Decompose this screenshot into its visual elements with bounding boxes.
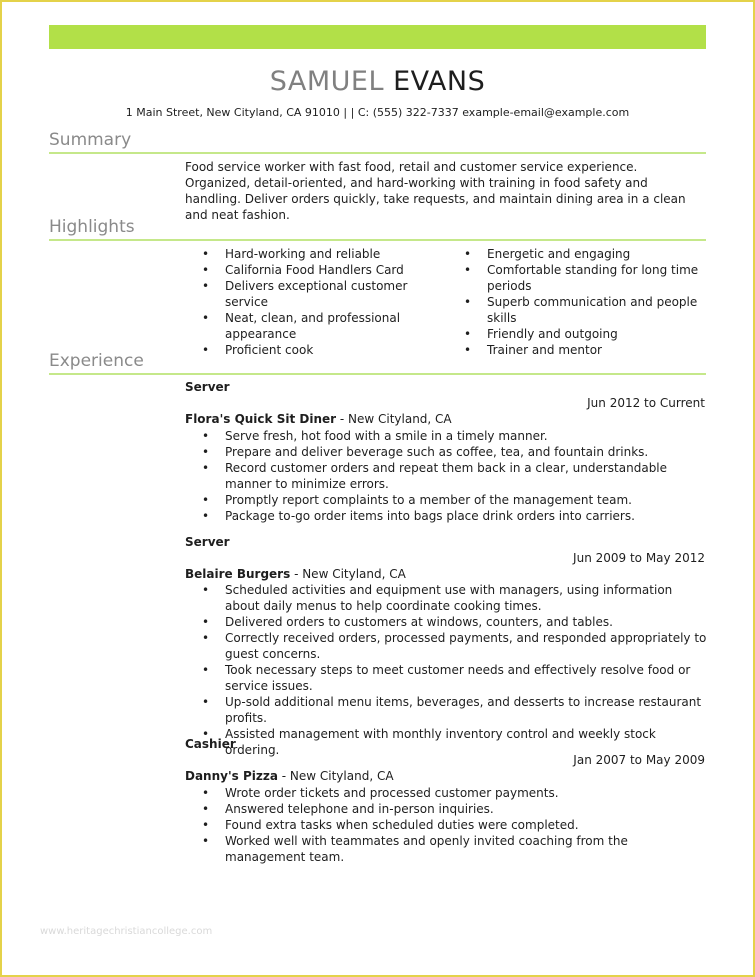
list-item <box>185 630 707 662</box>
job-dates: Jun 2012 to Current <box>587 396 705 410</box>
job-company-line <box>185 567 406 581</box>
job-bullets <box>185 428 707 524</box>
list-item <box>447 262 709 294</box>
list-item-text: Promptly report complaints to a member of the management team. <box>225 493 632 507</box>
bullet-icon: • <box>202 445 210 459</box>
list-item-text: Prepare and deliver beverage such as coffee, tea, and fountain drinks. <box>225 445 649 459</box>
bullet-icon: • <box>202 802 210 816</box>
resume-name <box>0 66 755 97</box>
summary-heading: Summary <box>49 130 132 150</box>
list-item-text: Worked well with teammates and openly invited coaching from the management team. <box>225 834 628 864</box>
job-title: Server <box>185 380 230 394</box>
list-item <box>447 294 709 326</box>
job-location: - New Cityland, CA <box>336 412 452 426</box>
job-dates: Jan 2007 to May 2009 <box>573 753 705 767</box>
list-item-text: Friendly and outgoing <box>487 327 618 341</box>
bullet-icon: • <box>202 311 210 325</box>
bullet-icon: • <box>464 295 472 309</box>
bullet-icon: • <box>202 263 210 277</box>
job-bullets <box>185 582 707 758</box>
bullet-icon: • <box>464 247 472 261</box>
bullet-icon: • <box>202 818 210 832</box>
job-title: Cashier <box>185 737 236 751</box>
list-item-text: Up-sold additional menu items, beverages, and desserts to increase restaurant profits. <box>225 695 702 725</box>
bullet-icon: • <box>202 727 210 741</box>
experience-heading: Experience <box>49 351 144 371</box>
bullet-icon: • <box>202 461 210 475</box>
bullet-icon: • <box>202 695 210 709</box>
list-item-text: Trainer and mentor <box>487 343 602 357</box>
list-item <box>447 342 709 358</box>
list-item-text: Wrote order tickets and processed customer payments. <box>225 786 559 800</box>
job-company: Danny's Pizza <box>185 769 278 783</box>
bullet-icon: • <box>202 247 210 261</box>
highlights-left-column <box>185 246 453 358</box>
list-item <box>185 662 707 694</box>
list-item <box>185 694 707 726</box>
list-item <box>185 310 453 342</box>
job-company-line <box>185 412 452 426</box>
list-item-text: Serve fresh, hot food with a smile in a timely manner. <box>225 429 548 443</box>
list-item-text: Package to-go order items into bags place drink orders into carriers. <box>225 509 635 523</box>
bullet-icon: • <box>464 327 472 341</box>
list-item <box>185 785 707 801</box>
bullet-icon: • <box>202 834 210 848</box>
highlights-rule <box>49 239 706 241</box>
list-item-text: Assisted management with monthly inventory control and weekly stock ordering. <box>225 727 656 757</box>
list-item-text: Proficient cook <box>225 343 314 357</box>
list-item <box>185 246 453 262</box>
bullet-icon: • <box>464 263 472 277</box>
highlights-heading: Highlights <box>49 217 135 237</box>
bullet-icon: • <box>202 493 210 507</box>
bullet-icon: • <box>202 509 210 523</box>
highlights-right-column <box>447 246 709 358</box>
contact-line: 1 Main Street, New Cityland, CA 91010 | | C: (555) 322-7337 example-email@example.com <box>125 106 630 119</box>
list-item-text: Delivers exceptional customer service <box>225 279 408 309</box>
list-item <box>185 801 707 817</box>
job-location: - New Cityland, CA <box>290 567 406 581</box>
list-item <box>185 428 707 444</box>
list-item-text: Took necessary steps to meet customer needs and effectively resolve food or service issues. <box>225 663 691 693</box>
bullet-icon: • <box>202 429 210 443</box>
list-item-text: California Food Handlers Card <box>225 263 404 277</box>
list-item <box>185 444 707 460</box>
bullet-icon: • <box>202 663 210 677</box>
watermark: www.heritagechristiancollege.com <box>40 926 213 937</box>
first-name: SAMUEL <box>269 66 385 97</box>
list-item-text: Neat, clean, and professional appearance <box>225 311 401 341</box>
job-location: - New Cityland, CA <box>277 769 394 783</box>
bullet-icon: • <box>202 631 210 645</box>
list-item-text: Answered telephone and in-person inquiries. <box>225 802 494 816</box>
list-item <box>185 508 707 524</box>
list-item <box>185 460 707 492</box>
summary-rule <box>49 152 706 154</box>
last-name: EVANS <box>393 66 486 97</box>
list-item <box>185 492 707 508</box>
list-item-text: Delivered orders to customers at windows, counters, and tables. <box>225 615 613 629</box>
list-item <box>185 817 707 833</box>
bullet-icon: • <box>202 279 210 293</box>
list-item-text: Hard-working and reliable <box>225 247 381 261</box>
list-item <box>185 614 707 630</box>
bullet-icon: • <box>202 786 210 800</box>
list-item <box>185 278 453 310</box>
list-item-text: Energetic and engaging <box>487 247 631 261</box>
summary-text: Food service worker with fast food, retail and customer service experience. Organized, detail-oriented, and hard-working with training in food safety and handling. Deliver orders quickly, take requests, and maintain dining area in a clean and neat fashion. <box>185 160 686 222</box>
list-item-text: Superb communication and people skills <box>487 295 698 325</box>
bullet-icon: • <box>202 343 210 357</box>
list-item <box>185 582 707 614</box>
list-item-text: Found extra tasks when scheduled duties were completed. <box>225 818 579 832</box>
list-item-text: Scheduled activities and equipment use with managers, using information about daily menus to help coordinate cooking times. <box>225 583 673 613</box>
bullet-icon: • <box>202 615 210 629</box>
bullet-icon: • <box>202 583 210 597</box>
list-item-text: Correctly received orders, processed payments, and responded appropriately to guest concerns. <box>225 631 707 661</box>
list-item <box>185 262 453 278</box>
list-item <box>447 246 709 262</box>
job-company-line <box>185 769 394 783</box>
job-company: Belaire Burgers <box>185 567 291 581</box>
list-item <box>185 342 453 358</box>
job-dates: Jun 2009 to May 2012 <box>573 551 705 565</box>
list-item-text: Comfortable standing for long time periods <box>487 263 699 293</box>
accent-bar <box>49 25 706 49</box>
bullet-icon: • <box>464 343 472 357</box>
list-item-text: Record customer orders and repeat them back in a clear, understandable manner to minimize errors. <box>225 461 668 491</box>
job-company: Flora's Quick Sit Diner <box>185 412 337 426</box>
experience-rule <box>49 373 706 375</box>
list-item <box>185 833 707 865</box>
job-title: Server <box>185 535 230 549</box>
job-bullets <box>185 785 707 865</box>
list-item <box>447 326 709 342</box>
